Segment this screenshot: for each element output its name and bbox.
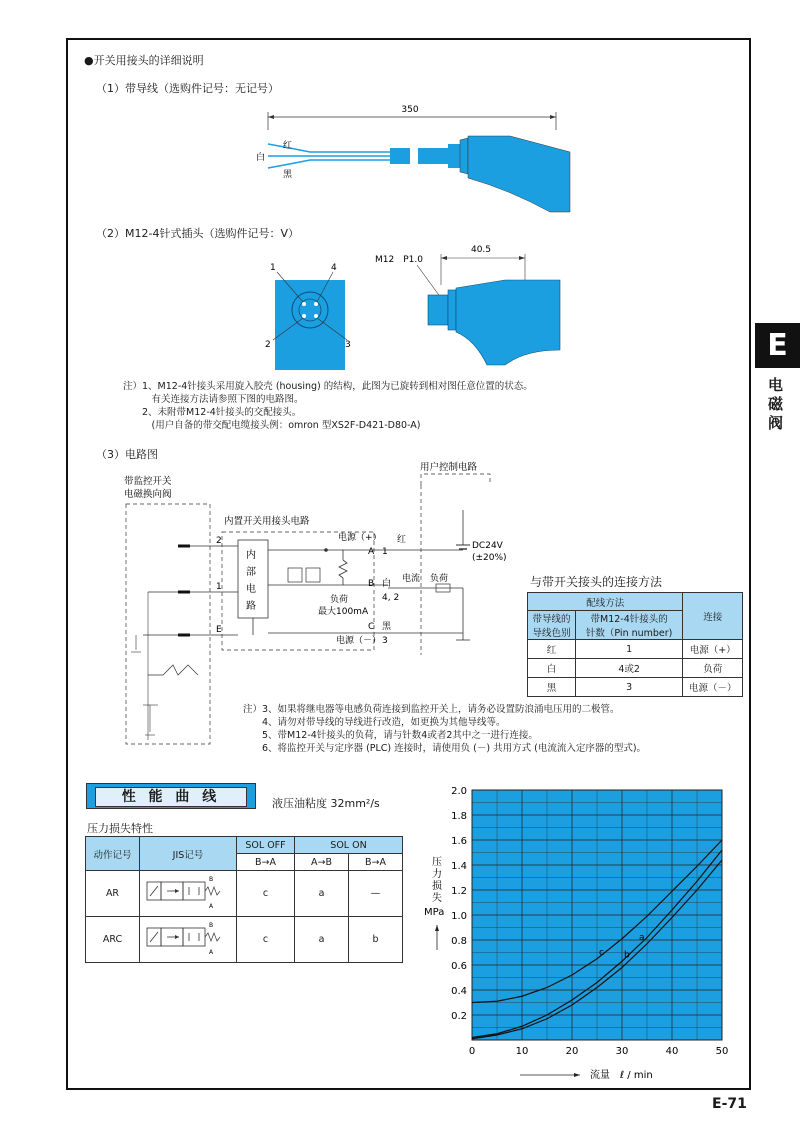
dc-tolerance: (±20%)	[472, 553, 507, 563]
svg-text:A: A	[209, 903, 214, 910]
y-tick-label: 0.8	[451, 936, 467, 947]
inner-block-char: 内	[246, 550, 256, 561]
y-axis-arrow-head	[435, 925, 439, 931]
valve-label-2: 电磁换向阀	[124, 489, 172, 500]
inner-block-char: 路	[246, 601, 256, 612]
section-tab-label	[768, 376, 788, 433]
wire-black-label: 黑	[283, 170, 293, 180]
y-tick-label: 0.4	[451, 986, 467, 997]
current-label: 电流	[402, 574, 421, 584]
x-axis-arrow-head	[574, 1073, 580, 1077]
viscosity-label: 液压油粘度 32mm²/s	[272, 797, 380, 810]
jis-symbol-icon	[145, 874, 231, 910]
series-label-c: c	[599, 947, 604, 958]
perf-th-solon: SOL ON	[295, 837, 403, 854]
conn-table-title: 与带开关接头的连接方法	[530, 575, 663, 589]
series-label-a: a	[639, 932, 645, 943]
load-label: 负荷	[330, 595, 349, 605]
pin-c-num: 3	[382, 636, 388, 646]
power-minus: 电源（－）	[336, 636, 382, 646]
pin1-label: 1	[270, 263, 276, 273]
m12-connector-drawing	[255, 240, 585, 370]
dim-350: 350	[401, 105, 419, 115]
table-row: AR B A c a —	[86, 871, 403, 917]
perf-th-ba: B→A	[237, 854, 295, 871]
conn-th-connection: 连接	[683, 593, 743, 640]
perf-th-action: 动作记号	[86, 837, 140, 871]
pin4-label: 4	[331, 263, 337, 273]
y-tick-label: 1.2	[451, 886, 467, 897]
part3-title: （3）电路图	[96, 448, 158, 461]
jis-symbol-icon	[145, 920, 231, 956]
perf-th-soloff: SOL OFF	[237, 837, 295, 854]
jis-symbol	[140, 871, 237, 917]
power-plus: 电源（+）	[338, 533, 382, 543]
perf-heading: 性 能 曲 线	[95, 787, 247, 807]
x-axis-title: 流量 ℓ / min	[590, 1070, 653, 1081]
section-tab: E	[755, 323, 800, 368]
pressure-loss-table	[85, 836, 403, 963]
wire-white-label: 白	[256, 153, 266, 163]
y-tick-label: 2.0	[451, 786, 467, 797]
inner-block-char: 电	[246, 584, 256, 595]
valve-label-1: 带监控开关	[124, 476, 172, 487]
pin-a-num: 1	[382, 547, 388, 557]
section-title: ●开关用接头的详细说明	[84, 54, 204, 67]
svg-text:B: B	[209, 922, 214, 929]
tab-char: 磁	[768, 395, 784, 413]
pin-b: B	[368, 579, 375, 589]
thread-label: M12 P1.0	[375, 255, 423, 265]
y-tick-label: 1.8	[451, 811, 467, 822]
x-tick-label: 10	[515, 1046, 529, 1057]
x-tick-label: 50	[715, 1046, 729, 1057]
table-row: 白 4或2 负荷	[528, 659, 743, 678]
part2-title: （2）M12-4针式插头（选购件记号：V）	[96, 227, 299, 240]
series-label-b: b	[624, 950, 630, 961]
svg-text:A: A	[209, 949, 214, 956]
pin2-label: 2	[265, 340, 271, 350]
dc-voltage: DC24V	[472, 541, 503, 551]
pin-b-num: 4, 2	[382, 593, 400, 603]
y-axis-title: 压力损失 MPa	[424, 857, 445, 918]
load2-label: 负荷	[430, 574, 449, 584]
pin-c: C	[368, 622, 375, 632]
y-tick-label: 0.2	[451, 1011, 467, 1022]
dim-40-5: 40.5	[470, 245, 492, 255]
conn-th-wiring: 配线方法	[528, 593, 683, 611]
user-circuit-label: 用户控制电路	[420, 462, 478, 473]
table-row: ARC B A c a b	[86, 917, 403, 963]
perf-heading-box	[86, 783, 256, 809]
page-number: E-71	[712, 1096, 747, 1112]
terminal-2: 2	[216, 536, 222, 546]
notes-circuit: 注）3、如果将继电器等电感负荷连接到监控开关上，请务必设置防浪涌电压用的二极管。 4、请勿对带导线的导线进行改造，如更换为其他导线等。 5、带M12-4针接头的负荷，请与针数4或者2其中之一进行连接。 6、将监控开关与定序器 (PLC) 连接时，请使用负 (－) 共用方式 (电流流入定序器的型式)。	[243, 704, 647, 754]
terminal-1: 1	[216, 582, 222, 592]
pressure-loss-chart	[420, 780, 740, 1085]
tab-char: 电	[768, 376, 784, 394]
pin-a: A	[368, 547, 375, 557]
pin-b-color: 白	[382, 579, 392, 589]
notes-connector: 注）1、M12-4针接头采用旋入胶壳 (housing) 的结构，此图为已旋转到相对图任意位置的状态。 有关连接方法请参照下图的电路图。 2、未附带M12-4针接头的交配接头。 (用户自备的带交配电缆接头例：omron 型XS2F-D421-D80-A)	[123, 381, 533, 431]
table-row: 黑 3 电源（－）	[528, 678, 743, 697]
svg-text:B: B	[209, 876, 214, 883]
load-max: 最大100mA	[318, 607, 369, 617]
part1-title: （1）带导线（选购件记号：无记号）	[96, 82, 279, 95]
x-tick-label: 30	[615, 1046, 629, 1057]
y-tick-label: 1.6	[451, 836, 467, 847]
perf-th-ab: A→B	[295, 854, 349, 871]
conn-table	[527, 592, 743, 697]
conn-th-lead: 带导线的 导线色别	[528, 611, 576, 640]
lead-wire-drawing	[250, 100, 590, 220]
x-tick-label: 20	[565, 1046, 579, 1057]
table-row: 红 1 电源（+）	[528, 640, 743, 659]
wire-red-label: 红	[283, 141, 293, 151]
inner-block-char: 部	[246, 567, 256, 578]
pin3-label: 3	[345, 340, 351, 350]
y-tick-label: 1.0	[451, 911, 467, 922]
pin-a-color: 红	[397, 535, 407, 545]
inner-circuit-label: 内置开关用接头电路	[224, 516, 310, 527]
tab-char: 阀	[768, 414, 784, 432]
pin-c-color: 黑	[382, 622, 392, 632]
perf-th-jis: JIS记号	[140, 837, 237, 871]
x-tick-label: 0	[468, 1046, 476, 1057]
perf-th-ba2: B→A	[349, 854, 403, 871]
conn-th-m12: 带M12-4针接头的 针数（Pin number)	[575, 611, 682, 640]
loss-title: 压力损失特性	[87, 822, 153, 835]
y-tick-label: 0.6	[451, 961, 467, 972]
jis-symbol	[140, 917, 237, 963]
y-tick-label: 1.4	[451, 861, 467, 872]
x-tick-label: 40	[665, 1046, 679, 1057]
terminal-e: E	[216, 625, 222, 635]
